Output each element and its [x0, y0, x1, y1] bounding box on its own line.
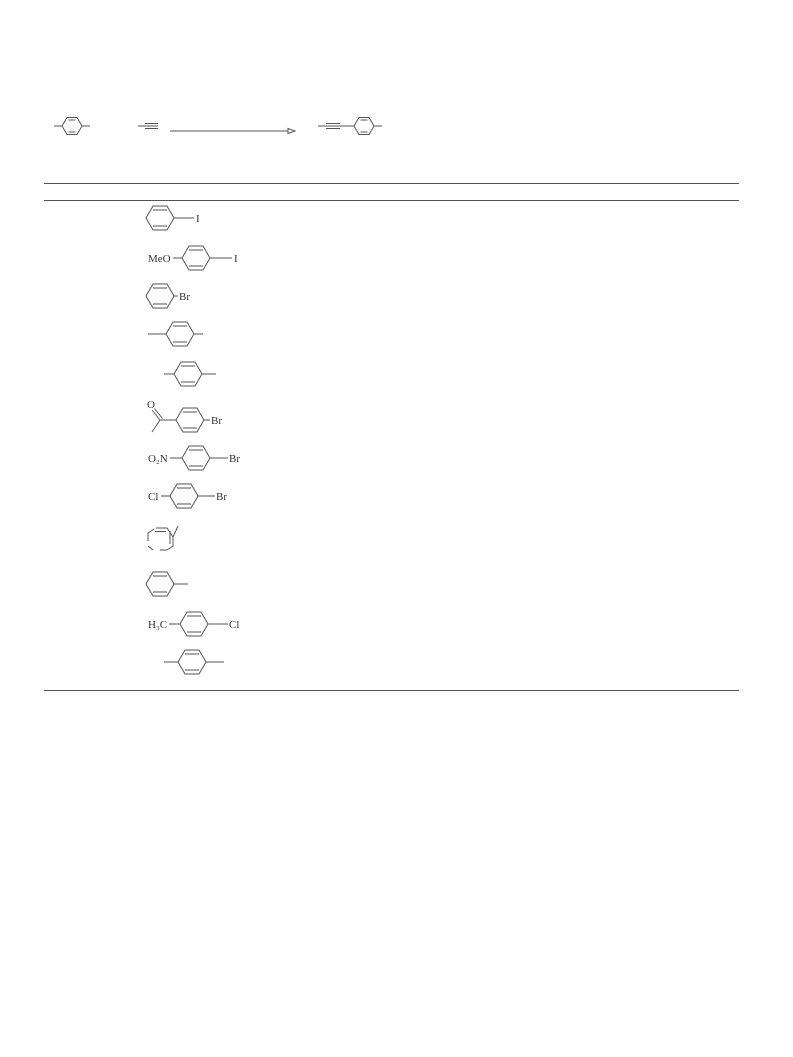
row-3-right-group: Br [179, 291, 190, 303]
table-top-rule [44, 183, 739, 184]
table-row-8-structure [140, 480, 260, 514]
row-8-left-group: Cl [148, 491, 159, 503]
table-row-10-structure [140, 568, 260, 602]
table-row-11-structure [140, 608, 270, 642]
row-2-right-group: I [234, 253, 238, 265]
table-header-rule [44, 200, 739, 201]
row-7-right-group: Br [229, 453, 240, 465]
row-6-left-group: O [147, 399, 155, 411]
row-2-left-group: MeO [148, 253, 171, 265]
table-row-9-structure [140, 522, 260, 556]
table-row-1-structure [140, 202, 260, 236]
row-1-right-group: I [196, 213, 200, 225]
row-7-left-group: O₂N [148, 453, 168, 465]
row-11-left-group: H₃C [148, 619, 168, 631]
table-row-3-structure [140, 280, 260, 314]
reactant-aryl-structure [54, 118, 90, 135]
reactant-alkyne-structure [138, 124, 158, 129]
table-row-5-structure [140, 358, 260, 392]
row-8-right-group: Br [216, 491, 227, 503]
product-structure [318, 118, 382, 135]
reaction-scheme [0, 0, 793, 170]
row-6-right-group: Br [211, 415, 222, 427]
table-row-2-structure [140, 242, 270, 276]
reaction-arrow [170, 129, 295, 134]
table-row-6-structure [140, 394, 260, 440]
table-row-7-structure [140, 442, 270, 476]
table-row-4-structure [140, 318, 260, 352]
table-row-12-structure [140, 646, 260, 680]
row-11-right-group: Cl [229, 619, 240, 631]
table-bottom-rule [44, 690, 739, 691]
